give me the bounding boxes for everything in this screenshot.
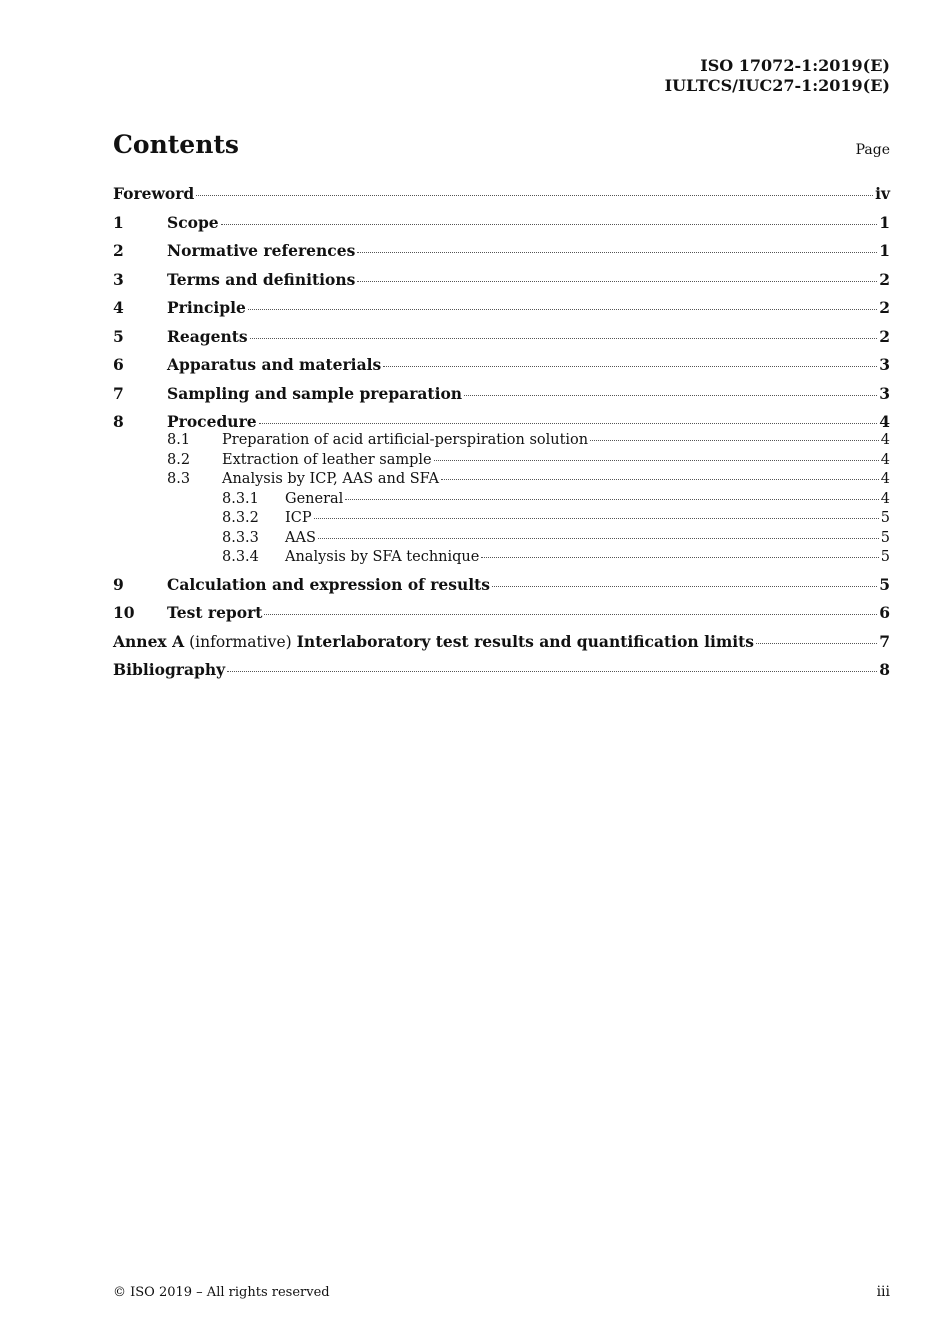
toc-title: Extraction of leather sample — [222, 451, 432, 468]
toc-entry-8-3-4[interactable] — [113, 549, 890, 569]
toc-entry-terms-and-definitions[interactable] — [113, 270, 890, 299]
toc-title: Reagents — [167, 326, 248, 346]
toc-title: Calculation and expression of results — [167, 574, 491, 594]
toc-title: Apparatus and materials — [167, 355, 382, 374]
toc-page: 1 — [879, 212, 890, 232]
toc-page: 5 — [880, 510, 890, 526]
toc-number: 2 — [113, 241, 124, 260]
annex-kind: (informative) — [189, 632, 292, 651]
toc-page: 4 — [879, 412, 890, 431]
toc-page: 2 — [879, 326, 890, 346]
dot-leader — [264, 614, 877, 615]
toc-page: 5 — [879, 574, 890, 594]
toc-number: 8.3 — [167, 471, 191, 487]
toc-entry-scope[interactable] — [113, 213, 890, 242]
toc-page: 3 — [879, 355, 890, 374]
toc-entry-8-3-3[interactable] — [113, 530, 890, 550]
copyright-notice: © ISO 2019 – All rights reserved — [113, 1285, 330, 1300]
toc-page: 4 — [880, 451, 890, 468]
dot-leader — [383, 366, 877, 367]
toc-entry-bibliography[interactable] — [113, 660, 890, 689]
toc-page: 5 — [880, 549, 890, 565]
toc-page: 4 — [880, 490, 890, 507]
toc-title: General — [285, 490, 344, 507]
toc-number: 10 — [113, 603, 135, 622]
dot-leader — [590, 440, 879, 441]
toc-entry-8-2[interactable] — [113, 452, 890, 472]
page-number: iii — [876, 1284, 890, 1300]
document-header — [665, 56, 890, 96]
toc-number: 5 — [113, 326, 124, 346]
dot-leader — [221, 224, 878, 225]
toc-entry-8-3-2[interactable] — [113, 510, 890, 530]
toc-title: Principle — [167, 298, 246, 317]
toc-title: Interlaboratory test results and quantification limits — [296, 631, 755, 651]
page-title: Contents — [113, 130, 240, 159]
toc-entry-apparatus-and-materials[interactable] — [113, 355, 890, 384]
dot-leader — [250, 338, 878, 339]
toc-entry-8-3-1[interactable] — [113, 491, 890, 511]
dot-leader — [318, 538, 879, 539]
dot-leader — [345, 499, 878, 500]
toc-number: 6 — [113, 355, 124, 374]
toc-page: 8 — [879, 660, 890, 679]
toc-page: 4 — [880, 432, 890, 448]
dot-leader — [441, 479, 879, 480]
toc-number: 4 — [113, 298, 124, 317]
dot-leader — [464, 395, 877, 396]
toc-number: 8.1 — [167, 432, 191, 448]
toc-title: Normative references — [167, 241, 356, 260]
toc-number: 3 — [113, 269, 124, 289]
dot-leader — [314, 518, 879, 519]
table-of-contents — [113, 184, 890, 689]
toc-entry-sampling[interactable] — [113, 384, 890, 413]
toc-title: Preparation of acid artificial-perspiration solution — [222, 432, 589, 448]
toc-entry-8-3[interactable] — [113, 471, 890, 491]
toc-number: 9 — [113, 574, 124, 594]
toc-number: 8.2 — [167, 451, 191, 468]
toc-title: ICP — [285, 510, 312, 526]
dot-leader — [357, 252, 877, 253]
toc-entry-test-report[interactable] — [113, 603, 890, 632]
iultcs-number: IULTCS/IUC27-1:2019(E) — [664, 76, 890, 95]
toc-title: Analysis by SFA technique — [285, 549, 480, 565]
dot-leader — [492, 586, 877, 587]
dot-leader — [434, 460, 879, 461]
toc-number: 1 — [113, 212, 124, 232]
dot-leader — [259, 423, 878, 424]
toc-entry-8-1[interactable] — [113, 432, 890, 452]
toc-title: Sampling and sample preparation — [167, 383, 463, 403]
toc-title: Terms and definitions — [167, 269, 356, 289]
toc-entry-calculation[interactable] — [113, 575, 890, 604]
toc-title: Procedure — [167, 412, 257, 431]
toc-title: Analysis by ICP, AAS and SFA — [222, 471, 439, 487]
toc-page: 4 — [880, 471, 890, 487]
toc-page: 6 — [879, 603, 890, 622]
toc-page: 3 — [879, 383, 890, 403]
toc-number: 8.3.4 — [222, 549, 259, 565]
toc-entry-normative-references[interactable] — [113, 241, 890, 270]
toc-page: 7 — [879, 631, 890, 651]
toc-title: Scope — [167, 212, 219, 232]
dot-leader — [357, 281, 877, 282]
toc-page: 1 — [879, 241, 890, 260]
standard-number: ISO 17072-1:2019(E) — [700, 56, 890, 75]
toc-title: Bibliography — [113, 660, 226, 679]
dot-leader — [248, 309, 877, 310]
toc-number: 8.3.2 — [222, 510, 259, 526]
toc-number: 7 — [113, 383, 124, 403]
toc-title: Foreword — [113, 184, 195, 203]
toc-page: 2 — [879, 298, 890, 317]
toc-page: iv — [875, 184, 890, 203]
toc-number: 8.3.1 — [222, 490, 259, 507]
toc-entry-procedure[interactable] — [113, 412, 890, 432]
toc-entry-reagents[interactable] — [113, 327, 890, 356]
toc-number: 8.3.3 — [222, 529, 259, 546]
page-column-label: Page — [855, 142, 890, 158]
dot-leader — [481, 557, 878, 558]
annex-label: Annex A — [113, 631, 185, 651]
dot-leader — [196, 195, 873, 196]
toc-number: 8 — [113, 412, 124, 431]
toc-page: 5 — [880, 529, 890, 546]
toc-entry-foreword[interactable] — [113, 184, 890, 213]
toc-entry-principle[interactable] — [113, 298, 890, 327]
dot-leader — [227, 671, 877, 672]
dot-leader — [756, 643, 877, 644]
toc-entry-annex-a[interactable] — [113, 632, 890, 661]
toc-page: 2 — [879, 269, 890, 289]
toc-title: AAS — [285, 529, 316, 546]
toc-title: Test report — [167, 603, 263, 622]
